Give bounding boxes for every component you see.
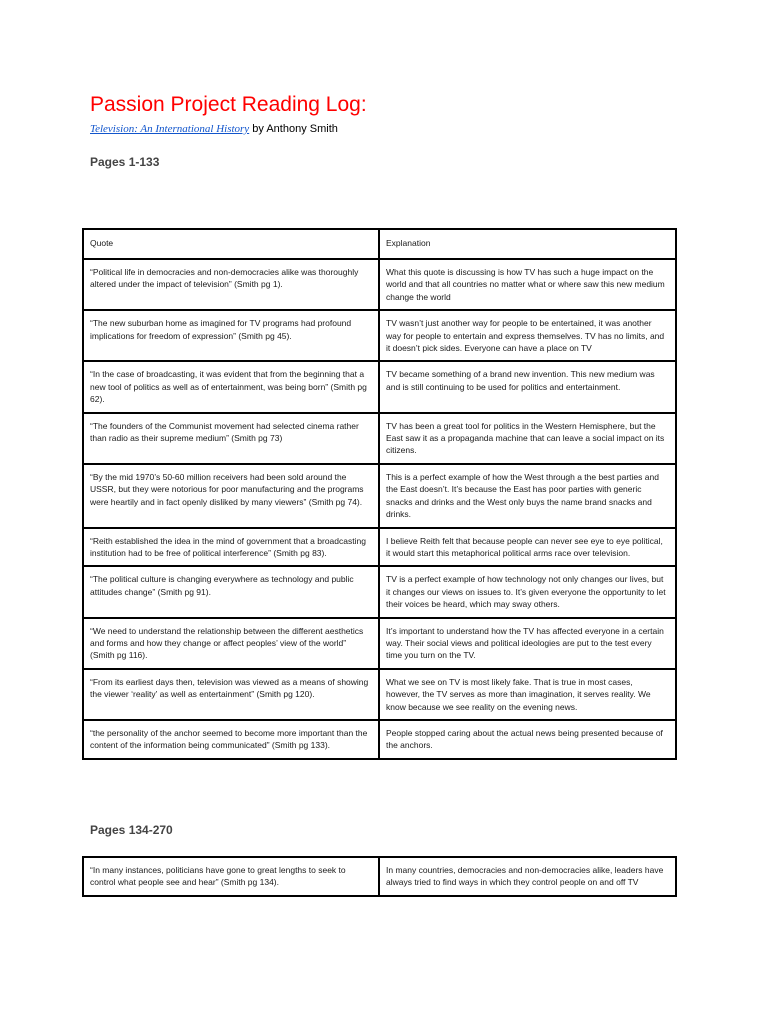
quote-cell: “We need to understand the relationship between the different aesthetics and forms and how they change or affect peoples’ view of the world” (Smith pg 116).: [83, 618, 379, 669]
explanation-cell: I believe Reith felt that because people can never see eye to eye political, it would start this metaphorical political arms race over television.: [379, 528, 676, 567]
table-row: [83, 310, 676, 361]
section-heading-pages-1-133: Pages 1-133: [90, 155, 160, 169]
table-row: [83, 528, 676, 567]
table-row: [83, 720, 676, 759]
table-row: [83, 259, 676, 310]
explanation-cell: TV has been a great tool for politics in the Western Hemisphere, but the East saw it as a propaganda machine that can leave a social impact on its citizens.: [379, 413, 676, 464]
table-row: [83, 361, 676, 412]
explanation-cell: It’s important to understand how the TV has affected everyone in a certain way. Their social views and political ideologies are put to the test every time you turn on the TV.: [379, 618, 676, 669]
explanation-cell: TV wasn’t just another way for people to be entertained, it was another way for people to entertain and express themselves. TV has no limits, and it doesn’t pick sides. Everyone can have a place on TV: [379, 310, 676, 361]
quote-cell: “From its earliest days then, television was viewed as a means of showing the viewer ‘reality’ as well as entertainment” (Smith pg 120).: [83, 669, 379, 720]
page-title: Passion Project Reading Log:: [90, 93, 367, 116]
table-row: [83, 669, 676, 720]
table-row: [83, 413, 676, 464]
quote-cell: “In many instances, politicians have gone to great lengths to seek to control what people see and hear” (Smith pg 134).: [83, 857, 379, 896]
book-subtitle: [90, 122, 338, 136]
quote-cell: “The political culture is changing everywhere as technology and public attitudes change” (Smith pg 91).: [83, 566, 379, 617]
table-header-row: [83, 229, 676, 259]
explanation-cell: What we see on TV is most likely fake. That is true in most cases, however, the TV serves as more than imagination, it serves reality. We know because we see reality on the evening news.: [379, 669, 676, 720]
section-heading-pages-134-270: Pages 134-270: [90, 823, 173, 837]
author-byline: by Anthony Smith: [249, 123, 338, 135]
explanation-cell: In many countries, democracies and non-democracies alike, leaders have always tried to find ways in which they control people on and off TV: [379, 857, 676, 896]
table-row: [83, 464, 676, 528]
quote-cell: “the personality of the anchor seemed to become more important than the content of the information being communicated” (Smith pg 133).: [83, 720, 379, 759]
quote-cell: “Reith established the idea in the mind of government that a broadcasting institution had to be free of political interference” (Smith pg 83).: [83, 528, 379, 567]
column-header-quote: Quote: [83, 229, 379, 259]
quote-cell: “The founders of the Communist movement had selected cinema rather than radio as their supreme medium” (Smith pg 73): [83, 413, 379, 464]
column-header-explanation: Explanation: [379, 229, 676, 259]
reading-log-table-2: [82, 856, 677, 897]
explanation-cell: People stopped caring about the actual news being presented because of the anchors.: [379, 720, 676, 759]
quote-cell: “The new suburban home as imagined for TV programs had profound implications for freedom of expression” (Smith pg 45).: [83, 310, 379, 361]
explanation-cell: TV became something of a brand new invention. This new medium was and is still continuing to be used for politics and entertainment.: [379, 361, 676, 412]
explanation-cell: What this quote is discussing is how TV has such a huge impact on the world and that all countries no matter what or where saw this new medium change the world: [379, 259, 676, 310]
table-row: [83, 618, 676, 669]
explanation-cell: This is a perfect example of how the West through a the best parties and the East doesn’t. It’s because the East has poor parties with generic snacks and drinks and the West only buys the name brand snacks and drinks.: [379, 464, 676, 528]
table-row: [83, 857, 676, 896]
reading-log-table-1: [82, 228, 677, 760]
quote-cell: “Political life in democracies and non-democracies alike was thoroughly altered under the impact of television” (Smith pg 1).: [83, 259, 379, 310]
quote-cell: “By the mid 1970’s 50-60 million receivers had been sold around the USSR, but they were notorious for poor manufacturing and the programs were heartily and in fact openly disliked by many viewers” (Smith pg 74).: [83, 464, 379, 528]
book-title-link[interactable]: Television: An International History: [90, 123, 250, 135]
table-row: [83, 566, 676, 617]
quote-cell: “In the case of broadcasting, it was evident that from the beginning that a new tool of politics as well as of entertainment, was being born” (Smith pg 62).: [83, 361, 379, 412]
explanation-cell: TV is a perfect example of how technology not only changes our lives, but it changes our views on issues to. It’s given everyone the opportunity to let their voices be heard, which may sway others.: [379, 566, 676, 617]
